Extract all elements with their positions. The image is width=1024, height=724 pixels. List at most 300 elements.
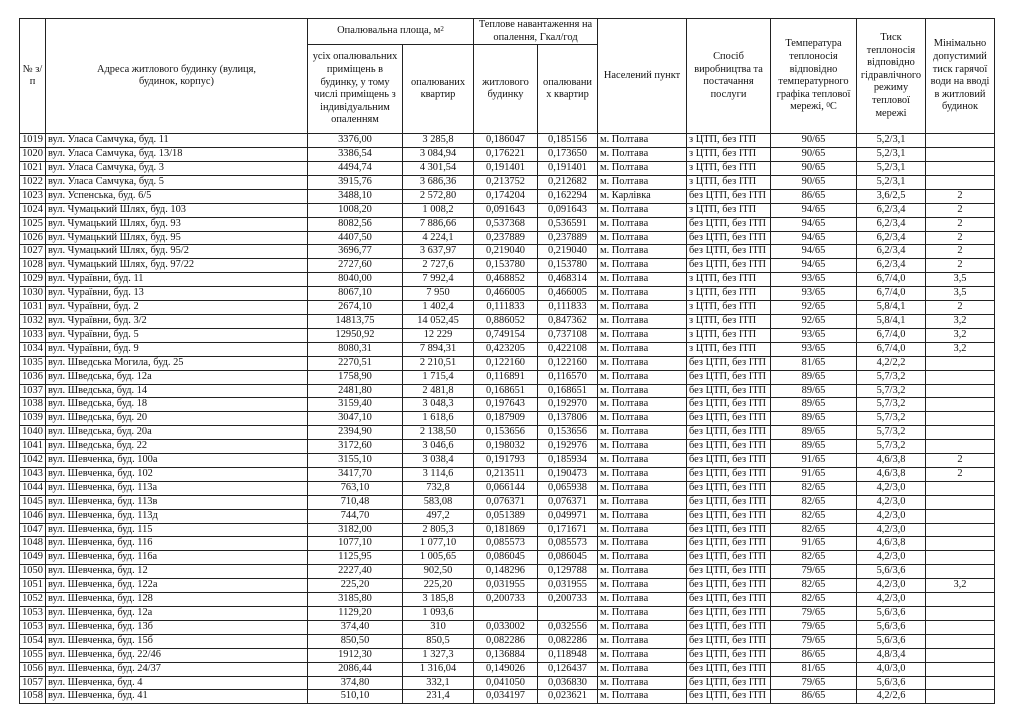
row-pressure: 5,7/3,2 — [857, 384, 926, 398]
table-row — [20, 314, 995, 328]
row-settlement: м. Полтава — [598, 175, 687, 189]
row-load-apartments: 0,162294 — [538, 189, 598, 203]
table-row — [20, 620, 995, 634]
row-address: вул. Успенська, буд. 6/5 — [46, 189, 308, 203]
row-load-building: 0,191401 — [474, 162, 538, 176]
row-load-apartments: 0,076371 — [538, 495, 598, 509]
row-pressure: 5,6/3,6 — [857, 634, 926, 648]
row-address: вул. Чураївни, буд. 9 — [46, 342, 308, 356]
row-number: 1053 — [20, 607, 46, 621]
row-address: вул. Шведська, буд. 18 — [46, 398, 308, 412]
row-method: без ЦТП, без ІТП — [687, 384, 771, 398]
row-min-pressure — [926, 134, 995, 148]
row-number: 1026 — [20, 231, 46, 245]
row-method: з ЦТП, без ІТП — [687, 314, 771, 328]
table-body — [20, 134, 995, 704]
row-area-all: 3417,70 — [308, 467, 403, 481]
row-min-pressure — [926, 565, 995, 579]
table-row — [20, 203, 995, 217]
row-load-apartments: 0,192976 — [538, 440, 598, 454]
row-number: 1055 — [20, 648, 46, 662]
row-address: вул. Шевченка, буд. 22/46 — [46, 648, 308, 662]
row-min-pressure — [926, 175, 995, 189]
table-row — [20, 273, 995, 287]
row-area-apartments: 2 138,50 — [403, 426, 474, 440]
row-area-apartments: 1 005,65 — [403, 551, 474, 565]
row-min-pressure — [926, 634, 995, 648]
row-address: вул. Шведська, буд. 14 — [46, 384, 308, 398]
table-row — [20, 676, 995, 690]
row-settlement: м. Полтава — [598, 412, 687, 426]
row-settlement: м. Полтава — [598, 620, 687, 634]
row-area-apartments: 583,08 — [403, 495, 474, 509]
row-method: з ЦТП, без ІТП — [687, 148, 771, 162]
row-settlement: м. Полтава — [598, 523, 687, 537]
row-area-apartments: 3 637,97 — [403, 245, 474, 259]
row-min-pressure: 2 — [926, 467, 995, 481]
row-load-apartments: 0,153780 — [538, 259, 598, 273]
row-number: 1033 — [20, 328, 46, 342]
row-min-pressure — [926, 162, 995, 176]
row-method: без ЦТП, без ІТП — [687, 467, 771, 481]
row-area-all: 3915,76 — [308, 175, 403, 189]
row-area-all: 3155,10 — [308, 454, 403, 468]
row-temperature: 86/65 — [771, 648, 857, 662]
table-row — [20, 245, 995, 259]
row-area-apartments: 2 210,51 — [403, 356, 474, 370]
row-address: вул. Шевченка, буд. 102 — [46, 467, 308, 481]
row-method: без ЦТП, без ІТП — [687, 356, 771, 370]
row-temperature: 82/65 — [771, 551, 857, 565]
row-number: 1042 — [20, 454, 46, 468]
row-number: 1024 — [20, 203, 46, 217]
row-min-pressure: 3,2 — [926, 314, 995, 328]
row-pressure: 4,2/2,2 — [857, 356, 926, 370]
row-temperature: 94/65 — [771, 231, 857, 245]
table-row — [20, 162, 995, 176]
row-number: 1048 — [20, 537, 46, 551]
row-pressure: 6,7/4,0 — [857, 328, 926, 342]
row-pressure: 4,2/2,6 — [857, 690, 926, 704]
row-load-apartments: 0,191401 — [538, 162, 598, 176]
row-number: 1021 — [20, 162, 46, 176]
row-area-apartments: 14 052,45 — [403, 314, 474, 328]
row-min-pressure — [926, 398, 995, 412]
row-load-apartments: 0,212682 — [538, 175, 598, 189]
row-load-apartments: 0,171671 — [538, 523, 598, 537]
row-load-building: 0,041050 — [474, 676, 538, 690]
row-min-pressure — [926, 481, 995, 495]
row-area-apartments: 850,5 — [403, 634, 474, 648]
row-temperature: 90/65 — [771, 175, 857, 189]
row-pressure: 6,2/3,4 — [857, 259, 926, 273]
row-number: 1038 — [20, 398, 46, 412]
row-method: без ЦТП, без ІТП — [687, 398, 771, 412]
row-min-pressure — [926, 356, 995, 370]
row-method: без ЦТП, без ІТП — [687, 231, 771, 245]
row-address: вул. Чумацький Шлях, буд. 93 — [46, 217, 308, 231]
row-pressure: 4,2/3,0 — [857, 551, 926, 565]
row-area-apartments: 7 992,4 — [403, 273, 474, 287]
row-area-apartments: 1 093,6 — [403, 607, 474, 621]
table-row — [20, 690, 995, 704]
row-load-apartments: 0,091643 — [538, 203, 598, 217]
table-row — [20, 342, 995, 356]
row-address: вул. Уласа Самчука, буд. 3 — [46, 162, 308, 176]
row-area-all: 3047,10 — [308, 412, 403, 426]
row-settlement: м. Полтава — [598, 287, 687, 301]
row-number: 1037 — [20, 384, 46, 398]
row-settlement: м. Полтава — [598, 676, 687, 690]
row-load-apartments: 0,111833 — [538, 301, 598, 315]
row-pressure: 5,6/3,6 — [857, 607, 926, 621]
row-min-pressure: 2 — [926, 189, 995, 203]
row-min-pressure: 3,5 — [926, 273, 995, 287]
row-pressure: 4,6/3,8 — [857, 467, 926, 481]
row-area-apartments: 12 229 — [403, 328, 474, 342]
row-load-building: 0,181869 — [474, 523, 538, 537]
row-load-apartments: 0,126437 — [538, 662, 598, 676]
row-min-pressure — [926, 148, 995, 162]
row-address: вул. Шевченка, буд. 41 — [46, 690, 308, 704]
table-row — [20, 398, 995, 412]
row-address: вул. Шевченка, буд. 12 — [46, 565, 308, 579]
row-area-all: 4407,50 — [308, 231, 403, 245]
row-method: без ЦТП, без ІТП — [687, 537, 771, 551]
row-load-apartments: 0,086045 — [538, 551, 598, 565]
row-method: з ЦТП, без ІТП — [687, 301, 771, 315]
row-area-all: 1008,20 — [308, 203, 403, 217]
row-address: вул. Шевченка, буд. 113д — [46, 509, 308, 523]
row-min-pressure — [926, 662, 995, 676]
row-number: 1020 — [20, 148, 46, 162]
row-load-building: 0,149026 — [474, 662, 538, 676]
header-heated-area-sup: 2 — [440, 25, 444, 34]
row-number: 1041 — [20, 440, 46, 454]
row-pressure: 5,6/3,6 — [857, 620, 926, 634]
row-method: без ЦТП, без ІТП — [687, 189, 771, 203]
row-method: без ЦТП, без ІТП — [687, 440, 771, 454]
row-settlement: м. Полтава — [598, 370, 687, 384]
row-settlement: м. Полтава — [598, 690, 687, 704]
row-pressure: 3,6/2,5 — [857, 189, 926, 203]
row-load-building: 0,187909 — [474, 412, 538, 426]
row-pressure: 4,2/3,0 — [857, 579, 926, 593]
row-load-apartments: 0,118948 — [538, 648, 598, 662]
row-number: 1023 — [20, 189, 46, 203]
row-load-apartments: 0,082286 — [538, 634, 598, 648]
row-settlement: м. Полтава — [598, 301, 687, 315]
row-area-all: 2394,90 — [308, 426, 403, 440]
row-load-apartments: 0,536591 — [538, 217, 598, 231]
row-load-building: 0,153780 — [474, 259, 538, 273]
row-address: вул. Шевченка, буд. 12а — [46, 607, 308, 621]
row-temperature: 89/65 — [771, 440, 857, 454]
row-load-building: 0,749154 — [474, 328, 538, 342]
row-area-all: 1129,20 — [308, 607, 403, 621]
row-number: 1035 — [20, 356, 46, 370]
row-load-building: 0,186047 — [474, 134, 538, 148]
row-address: вул. Шевченка, буд. 4 — [46, 676, 308, 690]
row-pressure: 4,2/3,0 — [857, 481, 926, 495]
row-settlement: м. Полтава — [598, 356, 687, 370]
row-method: без ЦТП, без ІТП — [687, 607, 771, 621]
row-pressure: 5,2/3,1 — [857, 175, 926, 189]
table-row — [20, 301, 995, 315]
row-min-pressure: 2 — [926, 245, 995, 259]
row-settlement: м. Полтава — [598, 454, 687, 468]
row-area-all: 763,10 — [308, 481, 403, 495]
row-load-building: 0,466005 — [474, 287, 538, 301]
row-temperature: 86/65 — [771, 690, 857, 704]
row-area-all: 2481,80 — [308, 384, 403, 398]
row-method: з ЦТП, без ІТП — [687, 328, 771, 342]
table-row — [20, 634, 995, 648]
row-load-apartments: 0,129788 — [538, 565, 598, 579]
row-address: вул. Шевченка, буд. 15б — [46, 634, 308, 648]
row-temperature: 91/65 — [771, 454, 857, 468]
row-area-apartments: 1 316,04 — [403, 662, 474, 676]
row-address: вул. Шведська, буд. 22 — [46, 440, 308, 454]
header-temperature-unit: C — [829, 101, 837, 113]
row-load-building: 0,197643 — [474, 398, 538, 412]
row-address: вул. Шведська Могила, буд. 25 — [46, 356, 308, 370]
row-area-apartments: 7 950 — [403, 287, 474, 301]
table-row — [20, 662, 995, 676]
row-load-building: 0,086045 — [474, 551, 538, 565]
row-temperature: 79/65 — [771, 676, 857, 690]
row-load-apartments: 0,168651 — [538, 384, 598, 398]
row-min-pressure — [926, 412, 995, 426]
row-address: вул. Шевченка, буд. 113а — [46, 481, 308, 495]
row-method: без ЦТП, без ІТП — [687, 648, 771, 662]
row-settlement: м. Полтава — [598, 648, 687, 662]
row-area-apartments: 732,8 — [403, 481, 474, 495]
row-load-apartments: 0,190473 — [538, 467, 598, 481]
table-row — [20, 370, 995, 384]
row-settlement: м. Полтава — [598, 565, 687, 579]
row-number: 1031 — [20, 301, 46, 315]
row-min-pressure — [926, 426, 995, 440]
row-settlement: м. Полтава — [598, 342, 687, 356]
row-method: з ЦТП, без ІТП — [687, 287, 771, 301]
row-load-building: 0,219040 — [474, 245, 538, 259]
row-pressure: 6,7/4,0 — [857, 287, 926, 301]
header-heated-area-group — [308, 19, 474, 45]
row-pressure: 5,8/4,1 — [857, 301, 926, 315]
row-area-all: 12950,92 — [308, 328, 403, 342]
row-area-apartments: 310 — [403, 620, 474, 634]
row-pressure: 6,7/4,0 — [857, 342, 926, 356]
row-area-apartments: 7 894,31 — [403, 342, 474, 356]
row-load-apartments: 0,173650 — [538, 148, 598, 162]
row-temperature: 94/65 — [771, 245, 857, 259]
row-load-building: 0,200733 — [474, 593, 538, 607]
row-method: з ЦТП, без ІТП — [687, 273, 771, 287]
row-number: 1047 — [20, 523, 46, 537]
header-min-pressure: Мінімально допустимий тиск гарячої води на вводі в житловий будинок — [926, 19, 995, 134]
row-area-apartments: 3 285,8 — [403, 134, 474, 148]
row-number: 1022 — [20, 175, 46, 189]
row-method: без ЦТП, без ІТП — [687, 412, 771, 426]
row-number: 1057 — [20, 676, 46, 690]
row-number: 1049 — [20, 551, 46, 565]
row-load-apartments: 0,153656 — [538, 426, 598, 440]
row-area-all: 710,48 — [308, 495, 403, 509]
row-min-pressure — [926, 593, 995, 607]
row-temperature: 82/65 — [771, 523, 857, 537]
row-area-apartments: 7 886,66 — [403, 217, 474, 231]
row-min-pressure — [926, 523, 995, 537]
row-load-apartments: 0,122160 — [538, 356, 598, 370]
row-temperature: 79/65 — [771, 620, 857, 634]
row-area-all: 8082,56 — [308, 217, 403, 231]
row-temperature: 92/65 — [771, 301, 857, 315]
row-method: без ЦТП, без ІТП — [687, 454, 771, 468]
row-settlement: м. Полтава — [598, 593, 687, 607]
row-load-apartments: 0,847362 — [538, 314, 598, 328]
row-load-building: 0,033002 — [474, 620, 538, 634]
row-load-apartments: 0,137806 — [538, 412, 598, 426]
row-method: з ЦТП, без ІТП — [687, 175, 771, 189]
row-method: без ЦТП, без ІТП — [687, 579, 771, 593]
row-settlement: м. Полтава — [598, 509, 687, 523]
row-address: вул. Шевченка, буд. 116 — [46, 537, 308, 551]
row-method: без ЦТП, без ІТП — [687, 509, 771, 523]
row-load-building: 0,168651 — [474, 384, 538, 398]
row-area-all: 744,70 — [308, 509, 403, 523]
row-min-pressure — [926, 620, 995, 634]
row-load-building: 0,031955 — [474, 579, 538, 593]
row-method: з ЦТП, без ІТП — [687, 203, 771, 217]
row-load-apartments: 0,032556 — [538, 620, 598, 634]
row-address: вул. Шведська, буд. 20а — [46, 426, 308, 440]
row-area-all: 850,50 — [308, 634, 403, 648]
row-settlement: м. Полтава — [598, 398, 687, 412]
row-settlement: м. Полтава — [598, 273, 687, 287]
row-method: з ЦТП, без ІТП — [687, 342, 771, 356]
row-number: 1052 — [20, 593, 46, 607]
row-number: 1040 — [20, 426, 46, 440]
row-temperature: 92/65 — [771, 314, 857, 328]
header-area-apartments: опалюваних квартир — [403, 45, 474, 134]
row-temperature: 79/65 — [771, 607, 857, 621]
row-temperature: 82/65 — [771, 495, 857, 509]
row-min-pressure: 2 — [926, 203, 995, 217]
row-area-all: 3386,54 — [308, 148, 403, 162]
row-number: 1045 — [20, 495, 46, 509]
row-settlement: м. Полтава — [598, 607, 687, 621]
row-area-apartments: 1 618,6 — [403, 412, 474, 426]
row-temperature: 82/65 — [771, 481, 857, 495]
row-method: без ЦТП, без ІТП — [687, 662, 771, 676]
row-load-apartments: 0,065938 — [538, 481, 598, 495]
row-method: без ЦТП, без ІТП — [687, 245, 771, 259]
row-area-all: 374,80 — [308, 676, 403, 690]
row-load-building: 0,091643 — [474, 203, 538, 217]
row-load-apartments: 0,737108 — [538, 328, 598, 342]
row-min-pressure: 3,2 — [926, 328, 995, 342]
row-load-building: 0,213511 — [474, 467, 538, 481]
row-method: без ЦТП, без ІТП — [687, 676, 771, 690]
heating-data-table — [19, 18, 995, 704]
row-area-apartments: 3 084,94 — [403, 148, 474, 162]
row-number: 1058 — [20, 690, 46, 704]
table-row — [20, 607, 995, 621]
header-load-apartments: опалювани х квартир — [538, 45, 598, 134]
row-min-pressure — [926, 509, 995, 523]
row-method: без ЦТП, без ІТП — [687, 481, 771, 495]
row-address: вул. Шевченка, буд. 115 — [46, 523, 308, 537]
row-area-apartments: 231,4 — [403, 690, 474, 704]
row-area-all: 8040,00 — [308, 273, 403, 287]
row-pressure: 6,2/3,4 — [857, 245, 926, 259]
row-area-all: 3696,77 — [308, 245, 403, 259]
row-min-pressure — [926, 537, 995, 551]
row-number: 1039 — [20, 412, 46, 426]
row-address: вул. Шевченка, буд. 113в — [46, 495, 308, 509]
row-min-pressure: 2 — [926, 301, 995, 315]
table-row — [20, 259, 995, 273]
row-number: 1054 — [20, 634, 46, 648]
table-row — [20, 467, 995, 481]
row-load-building: 0,468852 — [474, 273, 538, 287]
row-min-pressure — [926, 648, 995, 662]
row-temperature: 94/65 — [771, 259, 857, 273]
row-min-pressure — [926, 551, 995, 565]
table-row — [20, 579, 995, 593]
header-settlement: Населений пункт — [598, 19, 687, 134]
row-settlement: м. Полтава — [598, 259, 687, 273]
row-settlement: м. Полтава — [598, 551, 687, 565]
row-temperature: 82/65 — [771, 509, 857, 523]
row-address: вул. Чураївни, буд. 2 — [46, 301, 308, 315]
row-min-pressure — [926, 690, 995, 704]
row-number: 1043 — [20, 467, 46, 481]
row-load-apartments: 0,049971 — [538, 509, 598, 523]
row-settlement: м. Полтава — [598, 231, 687, 245]
row-address: вул. Чураївни, буд. 11 — [46, 273, 308, 287]
row-address: вул. Уласа Самчука, буд. 11 — [46, 134, 308, 148]
row-temperature: 90/65 — [771, 162, 857, 176]
row-area-apartments: 1 077,10 — [403, 537, 474, 551]
row-pressure: 4,2/3,0 — [857, 509, 926, 523]
row-area-apartments: 3 048,3 — [403, 398, 474, 412]
row-area-all: 3376,00 — [308, 134, 403, 148]
row-area-apartments: 2 572,80 — [403, 189, 474, 203]
row-load-apartments: 0,185934 — [538, 454, 598, 468]
row-load-building: 0,116891 — [474, 370, 538, 384]
row-area-all: 2674,10 — [308, 301, 403, 315]
row-settlement: м. Полтава — [598, 245, 687, 259]
header-temperature-text: Температура теплоносія відповідно температурного графіка теплової мережі, — [776, 38, 851, 113]
row-area-all: 8080,31 — [308, 342, 403, 356]
table-row — [20, 384, 995, 398]
row-method: без ЦТП, без ІТП — [687, 690, 771, 704]
row-area-all: 3172,60 — [308, 440, 403, 454]
row-temperature: 94/65 — [771, 217, 857, 231]
table-row — [20, 148, 995, 162]
row-number: 1019 — [20, 134, 46, 148]
row-pressure: 6,2/3,4 — [857, 203, 926, 217]
row-method: з ЦТП, без ІТП — [687, 162, 771, 176]
row-load-building: 0,191793 — [474, 454, 538, 468]
row-number: 1036 — [20, 370, 46, 384]
row-load-building: 0,034197 — [474, 690, 538, 704]
row-area-apartments: 225,20 — [403, 579, 474, 593]
row-settlement: м. Полтава — [598, 495, 687, 509]
header-pressure: Тиск теплоносія відповідно гідравлічного режиму теплової мережі — [857, 19, 926, 134]
